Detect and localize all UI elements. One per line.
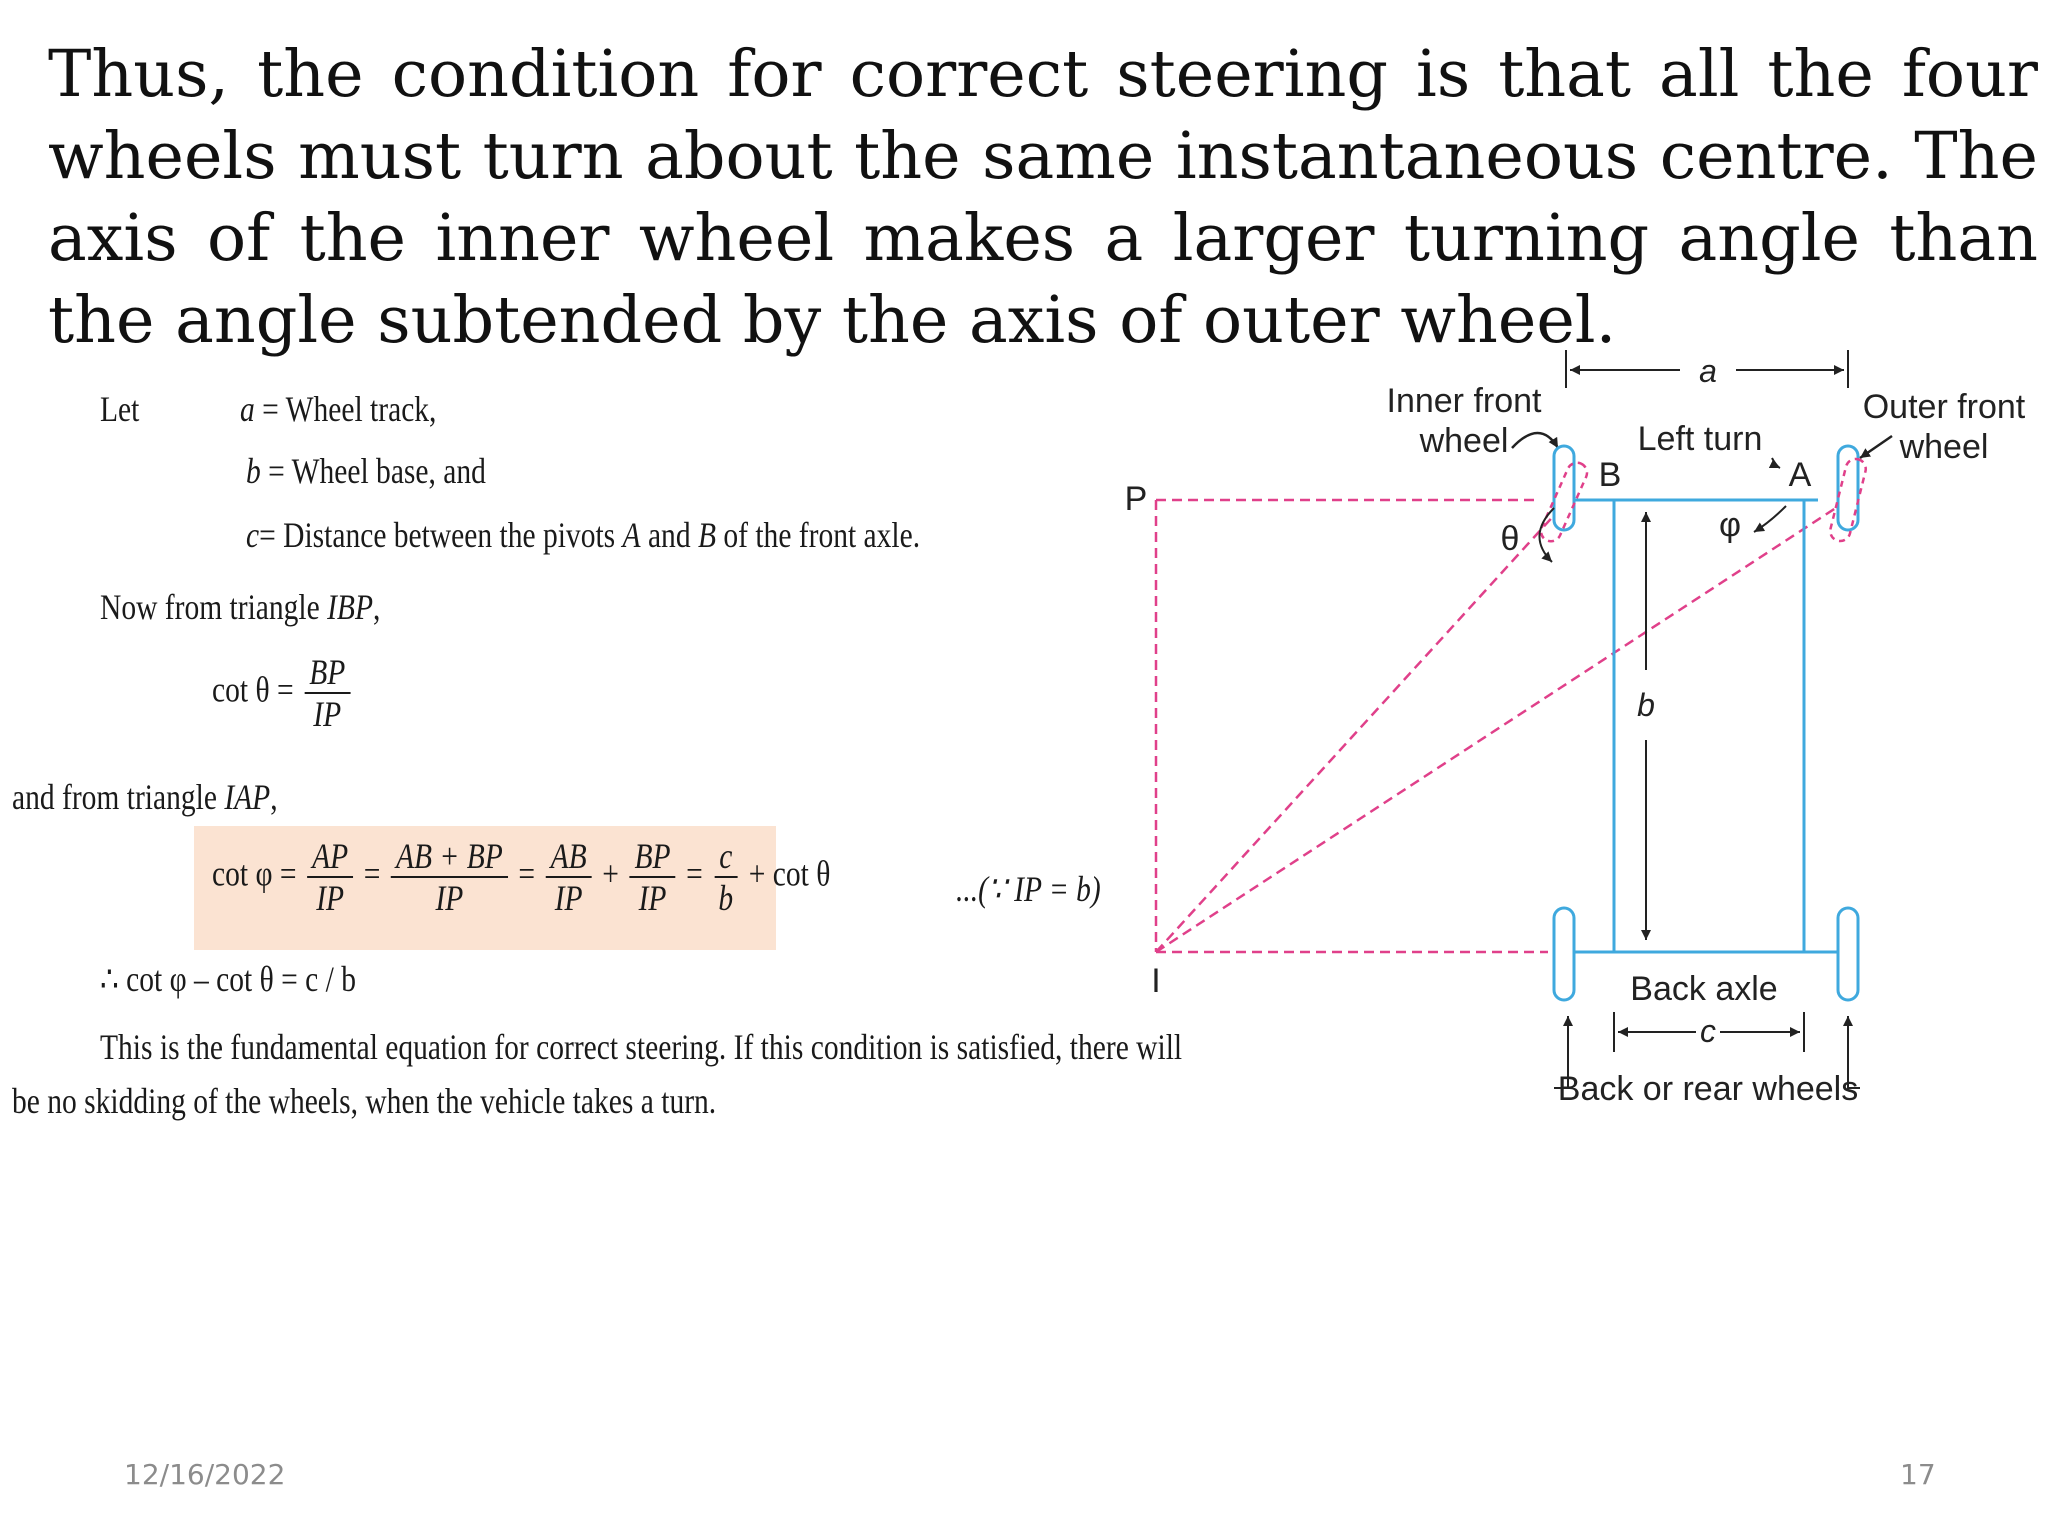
symbol-a: a [240, 389, 255, 429]
angle-phi: φ [1718, 506, 1742, 544]
frac-c-b [713, 836, 738, 918]
cot-theta-den: IP [313, 694, 342, 734]
definition-b [246, 450, 486, 492]
desc-c-before: Distance between the pivots [283, 515, 616, 555]
conclusion-line-2: be no skidding of the wheels, when the vehicle takes a turn. [12, 1081, 717, 1121]
point-b: B [1598, 456, 1622, 494]
outer-front-label-1: Outer front [1862, 388, 2026, 426]
triangle1-name: IBP [327, 587, 373, 627]
triangle1-suffix: , [372, 587, 381, 627]
frac-ap-den: IP [316, 878, 345, 918]
let-label: Let [100, 389, 140, 429]
frac-abbp-ip [391, 836, 508, 918]
footer-page-number: 17 [1900, 1458, 1936, 1491]
back-axle-label: Back axle [1630, 970, 1778, 1008]
left-turn-pointer [1772, 458, 1780, 468]
desc-c-after: of the front axle. [723, 515, 921, 555]
definition-c [246, 514, 920, 556]
inner-front-wheel [1554, 446, 1574, 530]
desc-c-and: and [647, 515, 691, 555]
since-note: ...(∵ IP = b) [956, 869, 1101, 909]
steering-diagram [1100, 340, 2040, 1120]
dashed-i-to-b [1156, 500, 1568, 952]
rear-wheels-label: Back or rear wheels [1557, 1070, 1859, 1108]
cot-phi-plus: + [602, 853, 619, 894]
frac-ap-ip [307, 836, 353, 918]
cot-theta-equation [212, 652, 353, 734]
heading-paragraph: Thus, the condition for correct steering is that all the four wheels must turn about the same instantaneous centre. The axis of the inner wheel makes a larger turning angle than the angle subtended by the axis of outer wheel. [48, 37, 2038, 358]
pivot-b: B [697, 515, 717, 555]
left-turn-label: Left turn [1637, 420, 1763, 458]
frac-ab-ip [546, 836, 592, 918]
inner-front-label-1: Inner front [1386, 382, 1542, 420]
triangle-ibp-line [100, 586, 380, 628]
angle-theta: θ [1500, 520, 1520, 558]
cot-phi-tail: + cot θ [748, 853, 831, 894]
triangle-iap-line [12, 776, 278, 818]
cot-phi-lhs: cot φ = [212, 853, 297, 894]
cot-theta-lhs: cot θ = [212, 669, 294, 710]
point-a: A [1788, 456, 1812, 494]
triangle2-suffix: , [270, 777, 278, 817]
outer-front-label-2: wheel [1899, 428, 1989, 466]
symbol-c: c [246, 515, 260, 555]
cot-theta-fraction [304, 652, 350, 734]
rear-left-wheel [1554, 908, 1574, 1000]
point-p: P [1124, 480, 1148, 518]
conclusion-line-1: This is the fundamental equation for correct steering. If this condition is satisfied, there will [100, 1027, 1183, 1067]
frac-bp-num: BP [630, 836, 676, 878]
frac-ap-num: AP [307, 836, 353, 878]
dashed-i-to-a [1156, 500, 1848, 952]
dim-a-label: a [1699, 353, 1717, 389]
dim-b-label: b [1637, 687, 1655, 723]
frac-c-num: c [714, 836, 737, 878]
pivot-a: A [622, 515, 641, 555]
symbol-b: b [246, 451, 261, 491]
frac-c-den: b [718, 878, 734, 918]
definition-a [240, 388, 436, 430]
frac-abbp-num: AB + BP [391, 836, 508, 878]
cot-theta-num: BP [304, 652, 350, 694]
frac-bp-den: IP [638, 878, 667, 918]
triangle2-name: IAP [224, 777, 271, 817]
triangle2-prefix: and from triangle [12, 777, 217, 817]
inner-front-label-2: wheel [1419, 422, 1509, 460]
point-i: I [1151, 962, 1161, 1000]
rear-right-wheel [1838, 908, 1858, 1000]
footer-date: 12/16/2022 [124, 1458, 286, 1491]
frac-abbp-den: IP [435, 878, 464, 918]
frac-ab-num: AB [546, 836, 592, 878]
outer-front-pointer [1860, 436, 1892, 458]
phi-arc [1754, 506, 1786, 532]
cot-phi-eq3: = [686, 853, 703, 894]
cot-phi-eq1: = [363, 853, 381, 894]
cot-phi-eq2: = [518, 853, 536, 894]
inner-front-pointer [1512, 433, 1558, 448]
eq-a: = [262, 389, 279, 429]
desc-a: Wheel track, [285, 389, 437, 429]
frac-bp-ip [630, 836, 676, 918]
eq-b: = [268, 451, 285, 491]
dim-c-label: c [1700, 1013, 1716, 1049]
eq-c: = [259, 515, 276, 555]
frac-ab-den: IP [554, 878, 583, 918]
desc-b: Wheel base, and [291, 451, 486, 491]
cot-phi-equation [212, 836, 830, 918]
result-equation: ∴ cot φ – cot θ = c / b [100, 959, 356, 999]
triangle1-prefix: Now from triangle [100, 587, 320, 627]
